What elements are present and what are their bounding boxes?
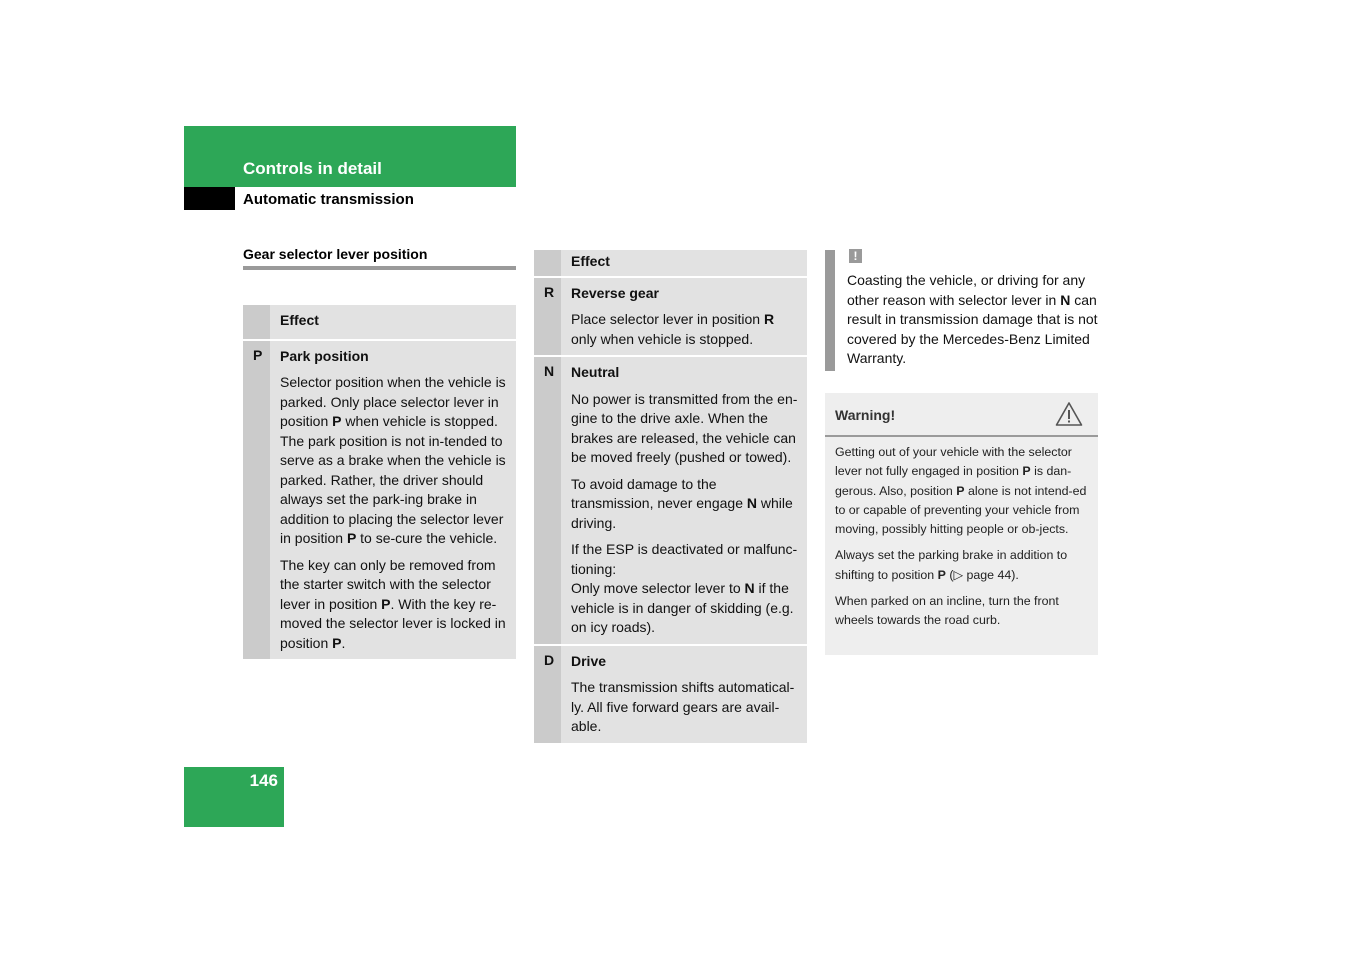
gear-key-d: D bbox=[534, 646, 561, 743]
neutral-paragraph-3: If the ESP is deactivated or malfunc-tioning: Only move selector lever to N if the vehicle is in danger of skidding (e.g. on icy roads). bbox=[571, 541, 798, 635]
exclamation-icon: ! bbox=[849, 249, 862, 263]
drive-paragraph-1: The transmission shifts automatical-ly. All five forward gears are avail-able. bbox=[571, 679, 795, 734]
table-row-d bbox=[534, 644, 807, 743]
gear-title-reverse: Reverse gear bbox=[571, 284, 659, 301]
table-header-row bbox=[243, 305, 516, 339]
table-header-effect: Effect bbox=[571, 253, 610, 269]
gear-desc-p bbox=[270, 341, 516, 660]
table-row-r bbox=[534, 276, 807, 356]
gear-key-p: P bbox=[243, 341, 270, 660]
park-paragraph-1: Selector position when the vehicle is parked. Only place selector lever in position P when vehicle is stopped. The park position is not in-tended to serve as a brake when the vehicle is parked. Rather, the driver should always set the park-ing brake in addition to placing the selector lever in position P to se-cure the vehicle. bbox=[280, 374, 506, 546]
gear-desc-d bbox=[561, 646, 807, 743]
chapter-title: Controls in detail bbox=[243, 159, 382, 178]
warning-paragraph-3: When parked on an incline, turn the front wheels towards the road curb. bbox=[835, 594, 1059, 628]
neutral-paragraph-1: No power is transmitted from the en-gine to the drive axle. When the brakes are released, the vehicle can be moved freely (pushed or towed). bbox=[571, 390, 798, 465]
gear-title-drive: Drive bbox=[571, 652, 607, 669]
page-number: 146 bbox=[249, 771, 278, 790]
table-row-p bbox=[243, 339, 516, 660]
table-key-cell bbox=[243, 305, 270, 339]
section-marker bbox=[184, 187, 235, 210]
gear-key-r: R bbox=[534, 278, 561, 356]
warning-box bbox=[825, 393, 1098, 655]
heading-rule bbox=[243, 266, 516, 270]
warning-triangle-icon bbox=[1055, 401, 1083, 427]
table-header-effect: Effect bbox=[280, 312, 319, 328]
gear-table-left bbox=[243, 305, 516, 659]
gear-table-right bbox=[534, 250, 807, 743]
section-title: Automatic transmission bbox=[243, 191, 414, 208]
table-key-cell bbox=[534, 250, 561, 276]
warning-paragraph-1: Getting out of your vehicle with the selector lever not fully engaged in position P is dan-gerous. Also, position P alone is not intend-ed to or capable of preventing your vehicle from moving, possibly hitting people or ob-jects. bbox=[835, 445, 1087, 537]
warning-paragraph-2: Always set the parking brake in addition to shifting to position P (▷ page 44). bbox=[835, 548, 1068, 582]
warning-header bbox=[825, 393, 1098, 437]
note-bar bbox=[825, 250, 835, 371]
gear-desc-r bbox=[561, 278, 807, 356]
subsection-heading: Gear selector lever position bbox=[243, 246, 428, 262]
page-ref-arrow-icon: ▷ bbox=[953, 567, 964, 582]
neutral-paragraph-2: To avoid damage to the transmission, never engage N while driving. bbox=[571, 475, 793, 531]
note-text: Coasting the vehicle, or driving for any other reason with selector lever in N can result in transmission damage that is not covered by the Mercedes-Benz Limited Warranty. bbox=[847, 272, 1098, 366]
gear-title-park: Park position bbox=[280, 347, 369, 364]
warning-title: Warning! bbox=[835, 407, 896, 423]
park-paragraph-2: The key can only be removed from the starter switch with the selector lever in position P. With the key re-moved the selector lever is locked in position P. bbox=[280, 556, 506, 651]
gear-key-n: N bbox=[534, 357, 561, 644]
gear-title-neutral: Neutral bbox=[571, 364, 620, 380]
gear-desc-n bbox=[561, 357, 807, 644]
table-header-row bbox=[534, 250, 807, 276]
warning-body bbox=[835, 443, 1091, 638]
reverse-paragraph-1: Place selector lever in position R only when vehicle is stopped. bbox=[571, 311, 775, 347]
table-row-n bbox=[534, 355, 807, 644]
